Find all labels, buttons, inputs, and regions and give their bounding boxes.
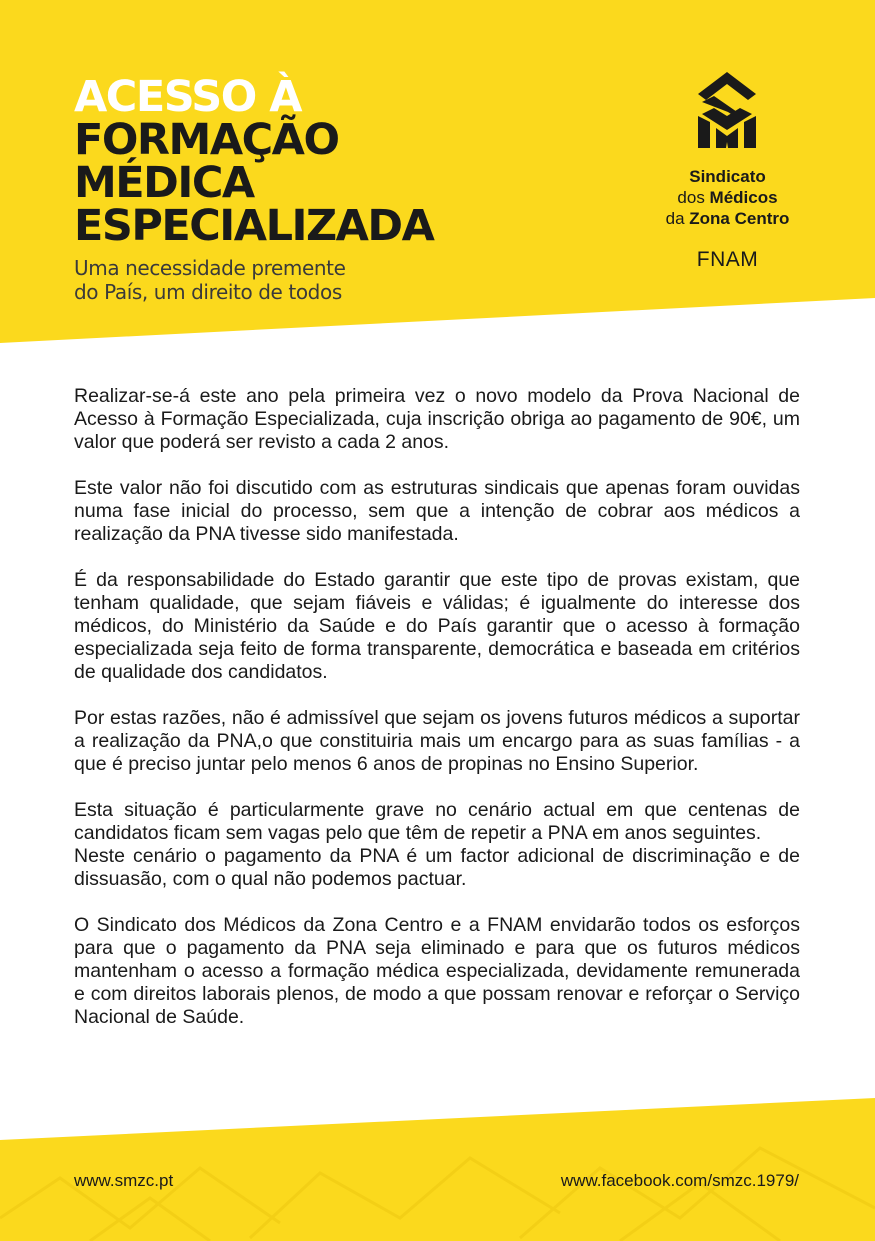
- body-text: [74, 385, 800, 1052]
- org-line-3b: Zona Centro: [689, 209, 790, 228]
- paragraph-5: Esta situação é particularmente grave no cenário actual em que centenas de candidatos ficam sem vagas pelo que têm de repetir a PNA em anos seguintes.: [74, 799, 800, 844]
- smzc-logo-icon: [698, 72, 756, 148]
- organization-name: [640, 166, 815, 229]
- subtitle-line-2: do País, um direito de todos: [74, 280, 342, 304]
- org-line-2a: dos: [677, 188, 710, 207]
- paragraph-6: Neste cenário o pagamento da PNA é um factor adicional de discriminação e de dissuasão, com o qual não podemos pactuar.: [74, 845, 800, 890]
- federation-name: FNAM: [696, 248, 759, 271]
- website-link[interactable]: www.smzc.pt: [74, 1171, 174, 1190]
- org-line-1: Sindicato: [689, 167, 766, 186]
- org-line-3a: da: [665, 209, 690, 228]
- paragraph-4: Por estas razões, não é admissível que sejam os jovens futuros médicos a suportar a realização da PNA,o que constituiria mais um encargo para as suas famílias - a que é preciso juntar pelo menos 6 anos de propinas no Ensino Superior.: [74, 707, 800, 775]
- paragraph-1: Realizar-se-á este ano pela primeira vez o novo modelo da Prova Nacional de Acesso à Formação Especializada, cuja inscrição obriga ao pagamento de 90€, um valor que poderá ser revisto a cada 2 anos.: [74, 385, 800, 453]
- page-subtitle: [74, 256, 346, 304]
- title-line-1: ACESSO À: [74, 72, 302, 122]
- title-line-4: ESPECIALIZADA: [74, 201, 434, 251]
- subtitle-line-1: Uma necessidade premente: [74, 256, 346, 280]
- title-line-2: FORMAÇÃO: [74, 115, 339, 165]
- facebook-link[interactable]: www.facebook.com/smzc.1979/: [560, 1171, 799, 1190]
- paragraph-2: Este valor não foi discutido com as estruturas sindicais que apenas foram ouvidas numa fase inicial do processo, sem que a intenção de cobrar aos médicos a realização da PNA tivesse sido manifestada.: [74, 477, 800, 545]
- footer-yellow-band: [0, 1098, 875, 1241]
- title-line-3: MÉDICA: [74, 158, 254, 208]
- paragraph-3: É da responsabilidade do Estado garantir que este tipo de provas existam, que tenham qualidade, que sejam fiáveis e válidas; é igualmente do interesse dos médicos, do Ministério da Saúde e do País garantir que o acesso à formação especializada seja feito de forma transparente, democrática e baseada em critérios de qualidade dos candidatos.: [74, 569, 800, 683]
- org-line-2b: Médicos: [709, 188, 778, 207]
- paragraph-7: O Sindicato dos Médicos da Zona Centro e a FNAM envidarão todos os esforços para que o pagamento da PNA seja eliminado e para que os futuros médicos mantenham o acesso a formação médica especializada, devidamente remunerada e com direitos laborais plenos, de modo a que possam renovar e reforçar o Serviço Nacional de Saúde.: [74, 914, 800, 1028]
- page-title: [74, 72, 434, 251]
